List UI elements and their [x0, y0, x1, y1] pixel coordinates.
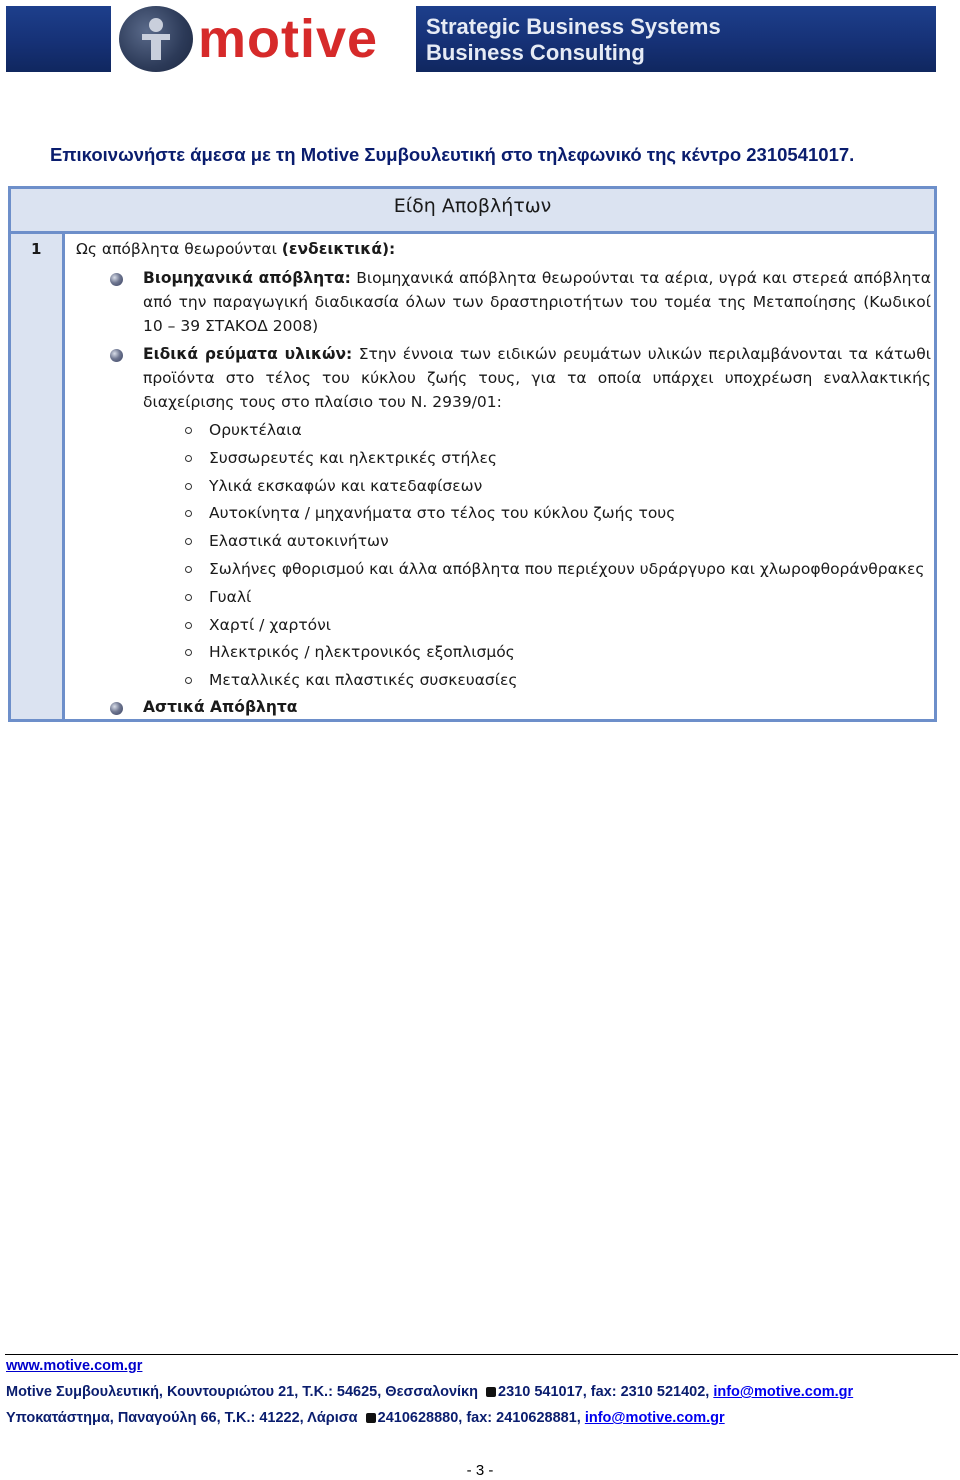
person-icon: [136, 16, 176, 62]
footer-address-line-2: [6, 1409, 725, 1427]
bullet-icon: [110, 273, 123, 286]
phone-icon: [486, 1387, 496, 1397]
item-title: Βιομηχανικά απόβλητα:: [143, 269, 351, 287]
circle-bullet-icon: [185, 427, 192, 434]
sub-list-item: Ελαστικά αυτοκινήτων: [183, 529, 924, 557]
circle-bullet-icon: [185, 649, 192, 656]
list-item: [143, 266, 931, 338]
tagline-line-1: Strategic Business Systems: [426, 14, 721, 39]
sub-list-item: Υλικά εκσκαφών και κατεδαφίσεων: [183, 474, 924, 502]
sub-list-item: Ηλεκτρικός / ηλεκτρονικός εξοπλισμός: [183, 640, 924, 668]
email-link[interactable]: info@motive.com.gr: [713, 1384, 854, 1400]
bullet-icon: [110, 702, 123, 715]
circle-bullet-icon: [185, 483, 192, 490]
address-thessaloniki: Motive Συμβουλευτική, Κουντουριώτου 21, Τ.Κ.: 54625, Θεσσαλονίκη: [6, 1384, 479, 1400]
banner-tagline: [426, 14, 721, 66]
circle-bullet-icon: [185, 566, 192, 573]
item-title: Αστικά Απόβλητα: [143, 698, 298, 716]
email-link[interactable]: info@motive.com.gr: [584, 1410, 725, 1426]
circle-bullet-icon: [185, 594, 192, 601]
phone-fax-larisa: 2410628880, fax: 2410628881,: [377, 1410, 585, 1426]
page-number: - 3 -: [466, 1462, 494, 1479]
phone-fax-thessaloniki: 2310 541017, fax: 2310 521402,: [498, 1384, 714, 1400]
footer-website-line: [6, 1357, 142, 1375]
row-number-column: [11, 234, 65, 719]
circle-bullet-icon: [185, 510, 192, 517]
intro-plain: Ως απόβλητα θεωρούνται: [76, 240, 282, 258]
row-number: 1: [31, 240, 42, 258]
sub-list-item: Μεταλλικές και πλαστικές συσκευασίες: [183, 668, 924, 696]
sub-list: [183, 418, 924, 696]
phone-icon: [366, 1413, 376, 1423]
intro-bold: (ενδεικτικά):: [281, 240, 396, 258]
website-link[interactable]: www.motive.com.gr: [6, 1358, 143, 1374]
sub-list-item: Αυτοκίνητα / μηχανήματα στο τέλος του κύκλου ζωής τους: [183, 501, 924, 529]
address-larisa: Υποκατάστημα, Παναγούλη 66, Τ.Κ.: 41222, Λάρισα: [6, 1410, 358, 1426]
intro-text: [76, 238, 395, 260]
table-title: Είδη Αποβλήτων: [393, 195, 552, 217]
item-text: Στην έννοια των ειδικών ρευμάτων υλικών περιλαμβάνονται τα κάτωθι προϊόντα στο τέλος του κύκλου ζωής τους, για τα οποία υπάρχει υποχρέωση εναλλακτικής διαχείρισης τους στο πλαίσιο του Ν. 2939/01:: [143, 345, 931, 411]
circle-bullet-icon: [185, 455, 192, 462]
sub-list-item: Γυαλί: [183, 585, 924, 613]
contact-heading: Επικοινωνήστε άμεσα με τη Motive Συμβουλευτική στο τηλεφωνικό της κέντρο 2310541017.: [50, 144, 855, 165]
footer-address-line-1: [6, 1383, 853, 1401]
sub-list-item: Σωλήνες φθορισμού και άλλα απόβλητα που περιέχουν υδράργυρο και χλωροφθοράνθρακες: [183, 557, 924, 585]
bullet-icon: [110, 349, 123, 362]
circle-bullet-icon: [185, 622, 192, 629]
header-banner: [6, 6, 936, 72]
sub-list-item: Συσσωρευτές και ηλεκτρικές στήλες: [183, 446, 924, 474]
circle-bullet-icon: [185, 677, 192, 684]
list-item: [143, 695, 931, 719]
sub-list-item: Ορυκτέλαια: [183, 418, 924, 446]
logo-text: motive: [198, 9, 379, 69]
tagline-line-2: Business Consulting: [426, 40, 645, 65]
waste-types-table: [8, 186, 937, 722]
list-item: [143, 342, 931, 414]
circle-bullet-icon: [185, 538, 192, 545]
item-text: Βιομηχανικά απόβλητα θεωρούνται τα αέρια, υγρά και στερεά απόβλητα από την παραγωγική διαδικασία όλων των δραστηριοτήτων του τομέα της Μεταποίησης (Κωδικοί 10 – 39 ΣΤΑΚΟΔ 2008): [143, 269, 931, 335]
sub-list-item: Χαρτί / χαρτόνι: [183, 613, 924, 641]
item-title: Ειδικά ρεύματα υλικών:: [143, 345, 353, 363]
table-header-row: [11, 189, 934, 234]
footer-divider: [5, 1354, 958, 1355]
